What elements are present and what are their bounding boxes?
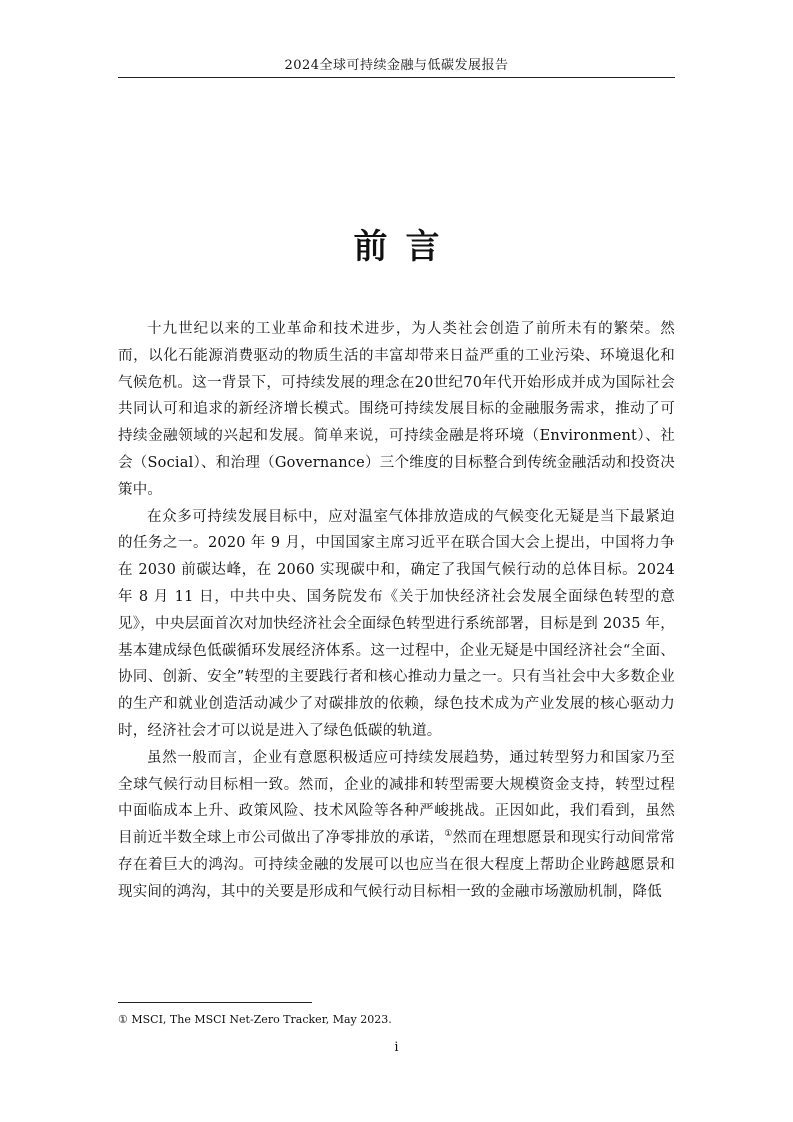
- paragraph-text: 十九世纪以来的工业革命和技术进步，为人类社会创造了前所未有的繁荣。然而，以化石能源消费驱动的物质生活的丰富却带来日益严重的工业污染、环境退化和气候危机。这一背景下，可持续发展的理念在20世纪70年代开始形成并成为国际社会共同认可和追求的新经济增长模式。围绕可持续发展目标的金融服务需求，推动了可持续金融领域的兴起和发展。简单来说，可持续金融是将环境（Environment）、社会（Social）、和治理（Governance）三个维度的目标整合到传统金融活动和投资决策中。: [118, 321, 675, 498]
- header-divider: [118, 77, 675, 78]
- paragraph-text: 虽然一般而言，企业有意愿积极适应可持续发展趋势，通过转型努力和国家乃至全球气候行动目标相一致。然而，企业的减排和转型需要大规模资金支持，转型过程中面临成本上升、政策风险、技术风险等各种严峻挑战。正因如此，我们看到，虽然目前近半数全球上市公司做出了净零排放的承诺，: [118, 749, 675, 847]
- paragraph-text: 然而在理想愿景和现实行动间常常存在着巨大的鸿沟。可持续金融的发展可以也应当在很大程度上帮助企业跨越愿景和现实间的鸿沟，其中的关要是形成和气候行动目标相一致的金融市场激励机制，降低: [118, 830, 675, 900]
- footnote-divider: [118, 1002, 312, 1003]
- paragraph: [118, 504, 675, 745]
- body-text: [118, 316, 675, 906]
- footnote: ① MSCI, The MSCI Net-Zero Tracker, May 2023.: [118, 1013, 392, 1026]
- running-header: 2024全球可持续金融与低碳发展报告: [284, 58, 509, 73]
- paragraph: [118, 745, 675, 906]
- footnote-reference[interactable]: ①: [444, 829, 453, 840]
- page-title: 前言: [353, 226, 458, 267]
- paragraph: [118, 316, 675, 504]
- paragraph-text: 在众多可持续发展目标中，应对温室气体排放造成的气候变化无疑是当下最紧迫的任务之一。2020 年 9 月，中国国家主席习近平在联合国大会上提出，中国将力争在 2030 前碳达峰，在 2060 实现碳中和，确定了我国气候行动的总体目标。2024 年 8 月 11 日，中共中央、国务院发布《关于加快经济社会发展全面绿色转型的意见》，中央层面首次对加快经济社会全面绿色转型进行系统部署，目标是到 2035 年，基本建成绿色低碳循环发展经济体系。这一过程中，企业无疑是中国经济社会“全面、协同、创新、安全”转型的主要践行者和核心推动力量之一。只有当社会中大多数企业的生产和就业创造活动减少了对碳排放的依赖，绿色技术成为产业发展的核心驱动力时，经济社会才可以说是进入了绿色低碳的轨道。: [118, 508, 675, 739]
- page-number: i: [394, 1040, 399, 1055]
